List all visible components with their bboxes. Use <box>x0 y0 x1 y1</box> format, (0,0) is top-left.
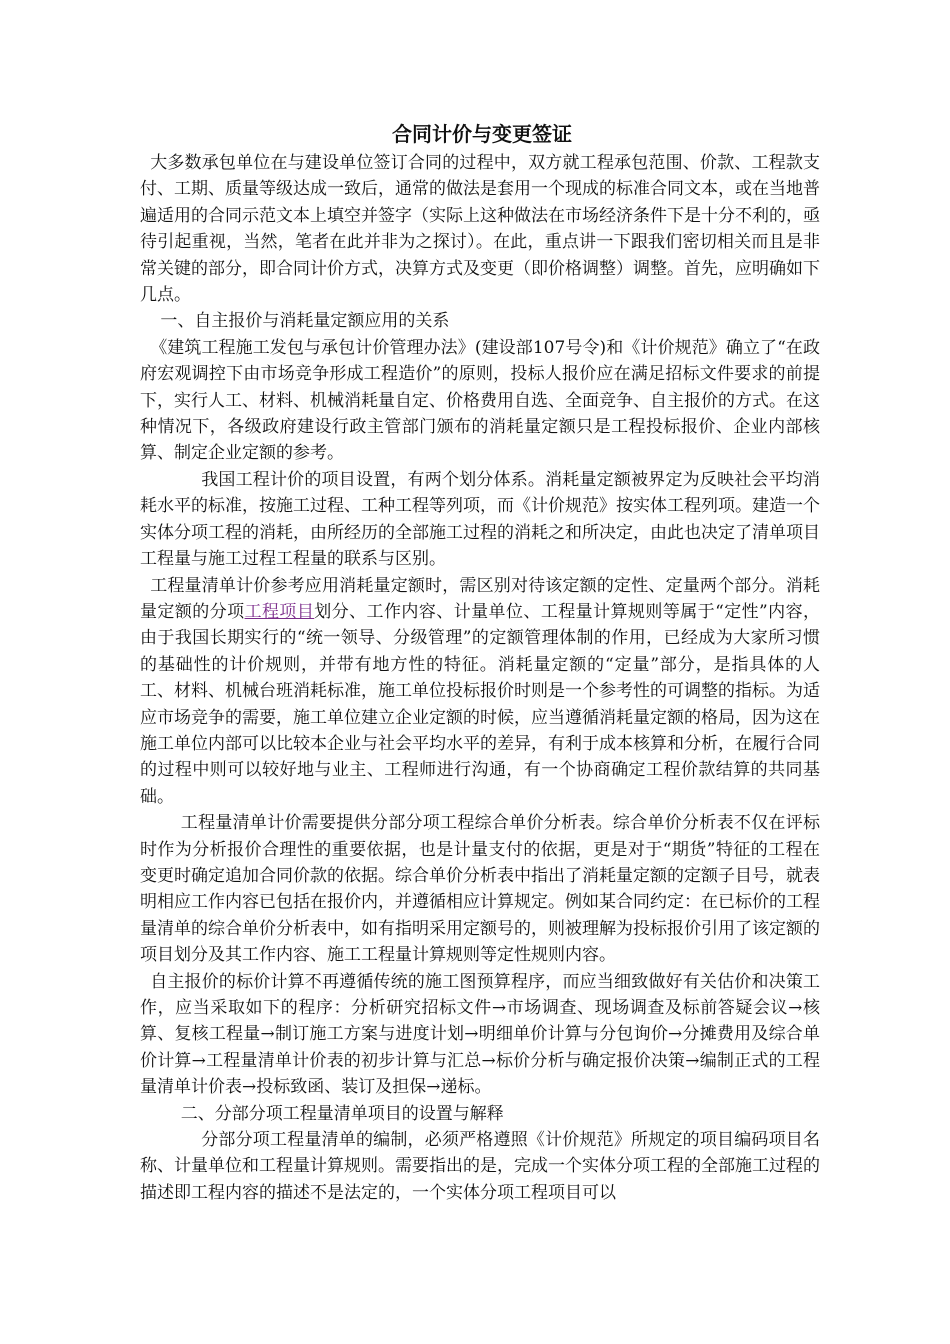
paragraph-regulation: 《建筑工程施工发包与承包计价管理办法》(建设部107号令)和《计价规范》确立了“在政府宏观调控下由市场竞争形成工程造价”的原则，投标人报价应在满足招标文件要求的前提下，实行人工、材料、机械消耗量自定、价格费用自选、全面竞争、自主报价的方式。在这种情况下，各级政府建设行政主管部门颁布的消耗量定额只是工程投标报价、企业内部核算、制定企业定额的参考。 <box>140 337 820 464</box>
paragraph-intro: 大多数承包单位在与建设单位签订合同的过程中，双方就工程承包范围、价款、工程款支付、工期、质量等级达成一致后，通常的做法是套用一个现成的标准合同文本，或在当地普遍适用的合同示范文本上填空并签字（实际上这种做法在市场经济条件下是十分不利的，亟待引起重视，当然，笔者在此并非为之探讨）。在此，重点讲一下跟我们密切相关而且是非常关键的部分，即合同计价方式，决算方式及变更（即价格调整）调整。首先，应明确如下几点。 <box>140 153 820 306</box>
paragraph-bill-compilation: 分部分项工程量清单的编制，必须严格遵照《计价规范》所规定的项目编码项目名称、计量单位和工程量计算规则。需要指出的是，完成一个实体分项工程的全部施工过程的描述即工程内容的描述不是法定的，一个实体分项工程项目可以 <box>140 1130 820 1203</box>
paragraph-text-after-link: 划分、工作内容、计量单位、工程量计算规则等属于“定性”内容，由于我国长期实行的“统一领导、分级管理”的定额管理体制的作用，已经成为大家所习惯的基础性的计价规则，并带有地方性的特征。消耗量定额的“定量”部分，是指具体的人工、材料、机械台班消耗标准，施工单位投标报价时则是一个参考性的可调整的指标。为适应市场竞争的需要，施工单位建立企业定额的时候，应当遵循消耗量定额的格局，因为这在施工单位内部可以比较本企业与社会平均水平的差异，有利于成本核算和分析，在履行合同的过程中则可以较好地与业主、工程师进行沟通，有一个协商确定工程价款结算的共同基础。 <box>140 601 821 807</box>
section-heading-2: 二、分部分项工程量清单项目的设置与解释 <box>180 1103 504 1124</box>
paragraph-quota-application <box>140 573 820 811</box>
project-item-link[interactable]: 工程项目 <box>244 601 315 622</box>
paragraph-pricing-procedure: 自主报价的标价计算不再遵循传统的施工图预算程序，而应当细致做好有关估价和决策工作，应当采取如下的程序：分析研究招标文件→市场调查、现场调查及标前答疑会议→核算、复核工程量→制订施工方案与进度计划→明细单价计算与分包询价→分摊费用及综合单价计算→工程量清单计价表的初步计算与汇总→标价分析与确定报价决策→编制正式的工程量清单计价表→投标致函、装订及担保→递标。 <box>140 971 820 1098</box>
document-page <box>140 118 820 1206</box>
paragraph-project-setting: 我国工程计价的项目设置，有两个划分体系。消耗量定额被界定为反映社会平均消耗水平的标准，按施工过程、工种工程等列项，而《计价规范》按实体工程列项。建造一个实体分项工程的消耗，由所经历的全部施工过程的消耗之和所决定，由此也决定了清单项目工程量与施工过程工程量的联系与区别。 <box>140 469 820 570</box>
paragraph-text-before-link: 工程量清单计价参考应用消耗量定额时，需区别对待该定额的定性、定量两个部分。消耗量定额的分项 <box>140 575 820 622</box>
document-title: 合同计价与变更签证 <box>392 122 572 146</box>
section-heading-1: 一、自主报价与消耗量定额应用的关系 <box>160 311 450 332</box>
paragraph-unit-price-analysis: 工程量清单计价需要提供分部分项工程综合单价分析表。综合单价分析表不仅在评标时作为分析报价合理性的重要依据，也是计量支付的依据，更是对于“期货”特征的工程在变更时确定追加合同价款的依据。综合单价分析表中指出了消耗量定额的定额子目号，就表明相应工作内容已包括在报价内，并遵循相应计算规定。例如某合同约定：在已标价的工程量清单的综合单价分析表中，如有指明采用定额号的，则被理解为投标报价引用了该定额的项目划分及其工作内容、施工工程量计算规则等定性规则内容。 <box>140 813 820 966</box>
